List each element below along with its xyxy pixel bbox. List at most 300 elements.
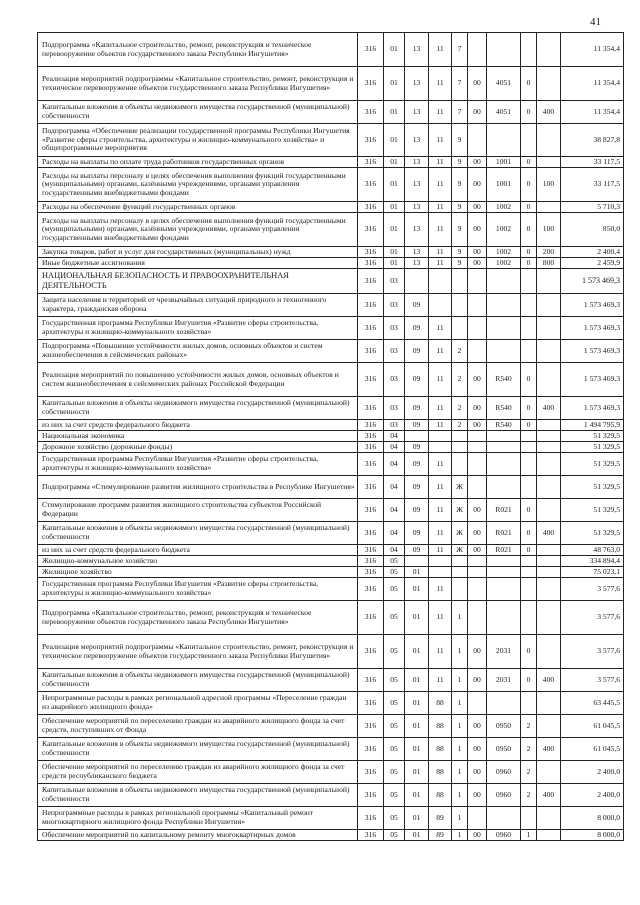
row-rz-cell: 01 — [384, 202, 405, 213]
table-row — [38, 168, 624, 202]
table-row — [38, 807, 624, 830]
row-f-cell — [521, 124, 537, 157]
row-pr-cell: 13 — [405, 202, 429, 213]
row-pr-cell: 13 — [405, 157, 429, 168]
row-f-cell: 0 — [521, 213, 537, 247]
row-name-cell: Государственная программа Республики Ингушетия «Развитие сферы строительства, архитектуры и жилищно-коммунального хозяйства» — [38, 578, 358, 601]
row-sum-cell: 1 573 469,3 — [561, 317, 624, 340]
row-pr-cell: 01 — [405, 601, 429, 635]
row-pr-cell: 09 — [405, 294, 429, 317]
row-om-cell — [468, 476, 487, 499]
row-f-cell: 0 — [521, 420, 537, 431]
row-name-cell: Подпрограмма «Капитальное строительство, ремонт, реконструкция и техническое перевооружение объектов государственного заказа Республики Ингушетия» — [38, 601, 358, 635]
row-pp-cell: 9 — [452, 258, 468, 269]
row-sum-cell: 334 894,4 — [561, 556, 624, 567]
row-rz-cell: 04 — [384, 453, 405, 476]
row-nr-cell: R540 — [487, 420, 521, 431]
row-nr-cell — [487, 692, 521, 715]
row-sum-cell: 2 400,4 — [561, 247, 624, 258]
table-row — [38, 715, 624, 738]
row-nr-cell — [487, 317, 521, 340]
row-pr-cell: 09 — [405, 317, 429, 340]
row-nr-cell — [487, 33, 521, 67]
row-om-cell — [468, 807, 487, 830]
row-gl-cell: 316 — [358, 340, 384, 363]
row-vr-cell — [537, 830, 561, 841]
row-name-cell: Реализация мероприятий подпрограммы «Капитальное строительство, ремонт, реконструкция и техническое перевооружение объектов государственного заказа Республики Ингушетия» — [38, 635, 358, 669]
row-nr-cell — [487, 556, 521, 567]
row-f-cell — [521, 33, 537, 67]
row-gp-cell: 11 — [429, 340, 452, 363]
row-pp-cell: 2 — [452, 340, 468, 363]
row-rz-cell: 01 — [384, 124, 405, 157]
row-f-cell — [521, 476, 537, 499]
row-gl-cell: 316 — [358, 601, 384, 635]
row-rz-cell: 05 — [384, 635, 405, 669]
row-gl-cell: 316 — [358, 317, 384, 340]
row-gp-cell: 11 — [429, 601, 452, 635]
table-row — [38, 124, 624, 157]
row-f-cell: 0 — [521, 67, 537, 101]
row-sum-cell: 11 354,4 — [561, 101, 624, 124]
row-rz-cell: 03 — [384, 420, 405, 431]
row-name-cell: Национальная экономика — [38, 431, 358, 442]
row-pp-cell: 2 — [452, 420, 468, 431]
row-vr-cell — [537, 157, 561, 168]
row-gp-cell: 11 — [429, 545, 452, 556]
row-gl-cell: 316 — [358, 247, 384, 258]
row-rz-cell: 05 — [384, 761, 405, 784]
row-pp-cell: 1 — [452, 807, 468, 830]
row-nr-cell — [487, 431, 521, 442]
page-number: 41 — [590, 16, 601, 28]
row-gp-cell: 88 — [429, 738, 452, 761]
row-f-cell — [521, 453, 537, 476]
row-rz-cell: 05 — [384, 669, 405, 692]
row-pp-cell — [452, 442, 468, 453]
row-rz-cell: 01 — [384, 101, 405, 124]
table-row — [38, 442, 624, 453]
row-pr-cell: 09 — [405, 397, 429, 420]
row-vr-cell — [537, 202, 561, 213]
row-name-cell: Закупка товаров, работ и услуг для государственных (муниципальных) нужд — [38, 247, 358, 258]
row-gl-cell: 316 — [358, 213, 384, 247]
row-sum-cell: 3 577,6 — [561, 601, 624, 635]
row-nr-cell: R540 — [487, 397, 521, 420]
row-vr-cell — [537, 556, 561, 567]
row-nr-cell: 1002 — [487, 213, 521, 247]
row-rz-cell: 01 — [384, 157, 405, 168]
row-rz-cell: 05 — [384, 738, 405, 761]
row-sum-cell: 1 573 469,3 — [561, 363, 624, 397]
row-sum-cell: 3 577,6 — [561, 578, 624, 601]
row-gp-cell: 88 — [429, 692, 452, 715]
row-pr-cell: 13 — [405, 124, 429, 157]
table-row — [38, 499, 624, 522]
row-pp-cell: Ж — [452, 499, 468, 522]
row-gl-cell: 316 — [358, 363, 384, 397]
row-pp-cell: 2 — [452, 397, 468, 420]
row-nr-cell — [487, 124, 521, 157]
row-rz-cell: 05 — [384, 692, 405, 715]
row-name-cell: Реализация мероприятий по повышению устойчивости жилых домов, основных объектов и систем жизнеобеспечения в сейсмических районах Российской Федерации — [38, 363, 358, 397]
table-row — [38, 101, 624, 124]
row-nr-cell — [487, 578, 521, 601]
row-pp-cell: 7 — [452, 101, 468, 124]
row-f-cell: 2 — [521, 715, 537, 738]
table-row — [38, 258, 624, 269]
row-gl-cell: 316 — [358, 761, 384, 784]
row-name-cell: Обеспечение мероприятий по переселению граждан из аварийного жилищного фонда за счет средств республиканского бюджета — [38, 761, 358, 784]
row-pr-cell: 13 — [405, 168, 429, 202]
row-vr-cell — [537, 545, 561, 556]
row-f-cell: 0 — [521, 499, 537, 522]
row-om-cell: 00 — [468, 545, 487, 556]
row-nr-cell: 0960 — [487, 830, 521, 841]
row-name-cell: Подпрограмма «Повышение устойчивости жилых домов, основных объектов и систем жизнеобеспечения в сейсмических районах» — [38, 340, 358, 363]
row-rz-cell: 03 — [384, 340, 405, 363]
row-gl-cell: 316 — [358, 202, 384, 213]
row-om-cell — [468, 578, 487, 601]
row-gl-cell: 316 — [358, 635, 384, 669]
row-rz-cell: 03 — [384, 317, 405, 340]
row-gp-cell: 11 — [429, 397, 452, 420]
row-f-cell — [521, 431, 537, 442]
row-pr-cell: 09 — [405, 340, 429, 363]
row-pp-cell: Ж — [452, 545, 468, 556]
row-name-cell: Капитальные вложения в объекты недвижимого имущества государственной (муниципальной) собственности — [38, 738, 358, 761]
row-gl-cell: 316 — [358, 692, 384, 715]
row-nr-cell — [487, 476, 521, 499]
row-vr-cell: 400 — [537, 669, 561, 692]
row-om-cell: 00 — [468, 397, 487, 420]
row-rz-cell: 05 — [384, 567, 405, 578]
table-row — [38, 669, 624, 692]
row-name-cell: Расходы на выплаты персоналу в целях обеспечения выполнения функций государственными (муниципальными) органами, казёнными учреждениями, органами управления государственными внебюджетными фондами — [38, 213, 358, 247]
row-gl-cell: 316 — [358, 397, 384, 420]
row-om-cell: 00 — [468, 213, 487, 247]
row-f-cell — [521, 442, 537, 453]
table-row — [38, 213, 624, 247]
row-gp-cell — [429, 431, 452, 442]
row-gp-cell: 11 — [429, 202, 452, 213]
row-rz-cell: 04 — [384, 431, 405, 442]
row-vr-cell — [537, 567, 561, 578]
row-nr-cell — [487, 340, 521, 363]
row-nr-cell: R540 — [487, 363, 521, 397]
row-sum-cell: 63 445,5 — [561, 692, 624, 715]
row-vr-cell — [537, 453, 561, 476]
row-f-cell: 0 — [521, 545, 537, 556]
row-name-cell: Реализация мероприятий подпрограммы «Капитальное строительство, ремонт, реконструкция и техническое перевооружение объектов государственного заказа Республики Ингушетия» — [38, 67, 358, 101]
table-row — [38, 601, 624, 635]
row-om-cell: 00 — [468, 738, 487, 761]
row-pp-cell: 9 — [452, 168, 468, 202]
table-row — [38, 578, 624, 601]
row-pr-cell: 09 — [405, 545, 429, 556]
row-vr-cell — [537, 124, 561, 157]
row-pp-cell: 9 — [452, 157, 468, 168]
row-gp-cell: 88 — [429, 715, 452, 738]
row-vr-cell — [537, 807, 561, 830]
table-row — [38, 317, 624, 340]
row-nr-cell: R021 — [487, 522, 521, 545]
row-gp-cell — [429, 556, 452, 567]
row-vr-cell — [537, 692, 561, 715]
row-gl-cell: 316 — [358, 67, 384, 101]
row-om-cell — [468, 294, 487, 317]
row-gl-cell: 316 — [358, 578, 384, 601]
row-pp-cell — [452, 317, 468, 340]
row-f-cell: 0 — [521, 522, 537, 545]
row-pp-cell: 1 — [452, 738, 468, 761]
row-pp-cell: 1 — [452, 715, 468, 738]
row-pp-cell: 2 — [452, 363, 468, 397]
row-vr-cell — [537, 761, 561, 784]
row-vr-cell — [537, 715, 561, 738]
row-name-cell: Капитальные вложения в объекты недвижимого имущества государственной (муниципальной) собственности — [38, 669, 358, 692]
row-pp-cell: 1 — [452, 830, 468, 841]
row-f-cell — [521, 578, 537, 601]
row-f-cell: 0 — [521, 101, 537, 124]
row-sum-cell: 51 329,5 — [561, 442, 624, 453]
row-rz-cell: 01 — [384, 258, 405, 269]
row-gl-cell: 316 — [358, 784, 384, 807]
row-pp-cell: 1 — [452, 761, 468, 784]
row-rz-cell: 01 — [384, 213, 405, 247]
row-pr-cell: 01 — [405, 830, 429, 841]
row-pp-cell: 9 — [452, 213, 468, 247]
row-pp-cell: Ж — [452, 476, 468, 499]
row-sum-cell: 38 827,8 — [561, 124, 624, 157]
row-name-cell: из них за счет средств федерального бюджета — [38, 420, 358, 431]
row-om-cell: 00 — [468, 157, 487, 168]
row-gp-cell: 11 — [429, 420, 452, 431]
row-gp-cell — [429, 269, 452, 294]
row-gp-cell: 11 — [429, 669, 452, 692]
row-om-cell: 00 — [468, 669, 487, 692]
row-name-cell: Подпрограмма «Обеспечение реализации государственной программы Республики Ингушетия «Развитие сферы строительства, архитектуры и жилищно-коммунального хозяйства» и общепрограммные мероприятия — [38, 124, 358, 157]
row-name-cell: Капитальные вложения в объекты недвижимого имущества государственной (муниципальной) собственности — [38, 397, 358, 420]
row-rz-cell: 03 — [384, 294, 405, 317]
row-rz-cell: 03 — [384, 397, 405, 420]
row-pp-cell: 1 — [452, 601, 468, 635]
row-gp-cell: 88 — [429, 761, 452, 784]
row-rz-cell: 01 — [384, 67, 405, 101]
row-pr-cell: 13 — [405, 33, 429, 67]
row-gl-cell: 316 — [358, 431, 384, 442]
row-pp-cell — [452, 453, 468, 476]
row-vr-cell — [537, 294, 561, 317]
row-nr-cell: 0950 — [487, 715, 521, 738]
row-vr-cell — [537, 340, 561, 363]
row-nr-cell — [487, 567, 521, 578]
row-sum-cell: 3 577,6 — [561, 635, 624, 669]
row-pr-cell: 13 — [405, 247, 429, 258]
row-pr-cell: 09 — [405, 420, 429, 431]
row-gp-cell: 11 — [429, 168, 452, 202]
row-pp-cell — [452, 567, 468, 578]
row-vr-cell — [537, 67, 561, 101]
row-vr-cell: 400 — [537, 738, 561, 761]
row-pr-cell: 09 — [405, 476, 429, 499]
row-om-cell: 00 — [468, 784, 487, 807]
row-name-cell: Непрограммные расходы в рамках региональной программы «Капитальный ремонт многоквартирного жилищного фонда Республики Ингушетия» — [38, 807, 358, 830]
row-om-cell — [468, 317, 487, 340]
row-vr-cell — [537, 431, 561, 442]
row-gp-cell — [429, 294, 452, 317]
row-vr-cell — [537, 578, 561, 601]
row-gl-cell: 316 — [358, 522, 384, 545]
row-gl-cell: 316 — [358, 294, 384, 317]
row-nr-cell: 0960 — [487, 761, 521, 784]
row-gp-cell: 11 — [429, 101, 452, 124]
row-om-cell — [468, 431, 487, 442]
row-gl-cell: 316 — [358, 715, 384, 738]
row-vr-cell — [537, 317, 561, 340]
row-gl-cell: 316 — [358, 499, 384, 522]
table-row — [38, 67, 624, 101]
row-nr-cell: R021 — [487, 545, 521, 556]
row-gp-cell: 11 — [429, 317, 452, 340]
row-pr-cell: 13 — [405, 258, 429, 269]
table-row — [38, 738, 624, 761]
row-f-cell: 0 — [521, 635, 537, 669]
row-nr-cell: 1002 — [487, 258, 521, 269]
row-gp-cell: 11 — [429, 213, 452, 247]
row-pp-cell: 9 — [452, 247, 468, 258]
row-om-cell: 00 — [468, 258, 487, 269]
row-om-cell — [468, 442, 487, 453]
row-om-cell: 00 — [468, 202, 487, 213]
row-vr-cell: 400 — [537, 397, 561, 420]
table-row — [38, 397, 624, 420]
row-gp-cell: 11 — [429, 157, 452, 168]
row-sum-cell: 33 117,5 — [561, 157, 624, 168]
row-sum-cell: 75 023,1 — [561, 567, 624, 578]
row-rz-cell: 01 — [384, 247, 405, 258]
row-pr-cell: 01 — [405, 692, 429, 715]
row-f-cell: 0 — [521, 363, 537, 397]
row-pp-cell: 9 — [452, 124, 468, 157]
table-row — [38, 431, 624, 442]
row-pr-cell: 13 — [405, 101, 429, 124]
row-f-cell: 0 — [521, 397, 537, 420]
row-sum-cell: 51 329,5 — [561, 453, 624, 476]
row-f-cell: 2 — [521, 738, 537, 761]
row-nr-cell: 4051 — [487, 67, 521, 101]
row-rz-cell: 05 — [384, 578, 405, 601]
row-om-cell: 00 — [468, 247, 487, 258]
row-f-cell — [521, 556, 537, 567]
row-f-cell — [521, 269, 537, 294]
row-om-cell: 00 — [468, 363, 487, 397]
row-gp-cell — [429, 442, 452, 453]
table-row — [38, 247, 624, 258]
row-name-cell: НАЦИОНАЛЬНАЯ БЕЗОПАСНОСТЬ И ПРАВООХРАНИТЕЛЬНАЯ ДЕЯТЕЛЬНОСТЬ — [38, 269, 358, 294]
row-sum-cell: 51 329,5 — [561, 522, 624, 545]
row-f-cell: 0 — [521, 157, 537, 168]
row-pp-cell: 9 — [452, 202, 468, 213]
row-name-cell: Жилищное хозяйство — [38, 567, 358, 578]
row-sum-cell: 1 573 469,3 — [561, 294, 624, 317]
row-gp-cell: 11 — [429, 578, 452, 601]
table-row — [38, 784, 624, 807]
row-gp-cell: 11 — [429, 67, 452, 101]
row-om-cell: 00 — [468, 761, 487, 784]
row-gl-cell: 316 — [358, 567, 384, 578]
row-nr-cell: 1001 — [487, 157, 521, 168]
row-sum-cell: 2 400,0 — [561, 784, 624, 807]
row-nr-cell: 1001 — [487, 168, 521, 202]
row-sum-cell: 48 763,0 — [561, 545, 624, 556]
row-gp-cell: 11 — [429, 124, 452, 157]
row-gl-cell: 316 — [358, 101, 384, 124]
row-nr-cell — [487, 601, 521, 635]
row-name-cell: Государственная программа Республики Ингушетия «Развитие сферы строительства, архитектуры и жилищно-коммунального хозяйства» — [38, 453, 358, 476]
row-f-cell: 0 — [521, 258, 537, 269]
row-sum-cell: 8 000,0 — [561, 807, 624, 830]
row-om-cell: 00 — [468, 522, 487, 545]
row-pr-cell — [405, 431, 429, 442]
row-om-cell — [468, 567, 487, 578]
row-sum-cell: 850,0 — [561, 213, 624, 247]
table-row — [38, 269, 624, 294]
row-sum-cell: 8 000,0 — [561, 830, 624, 841]
row-name-cell: Расходы на выплаты по оплате труда работников государственных органов — [38, 157, 358, 168]
row-sum-cell: 1 573 469,3 — [561, 340, 624, 363]
row-sum-cell: 33 117,5 — [561, 168, 624, 202]
table-row — [38, 294, 624, 317]
row-pr-cell — [405, 269, 429, 294]
row-nr-cell — [487, 269, 521, 294]
table-row — [38, 692, 624, 715]
row-nr-cell: 1002 — [487, 247, 521, 258]
row-gl-cell: 316 — [358, 453, 384, 476]
row-pp-cell — [452, 431, 468, 442]
row-pr-cell: 01 — [405, 669, 429, 692]
row-sum-cell: 2 459,9 — [561, 258, 624, 269]
row-gl-cell: 316 — [358, 124, 384, 157]
row-pr-cell: 09 — [405, 442, 429, 453]
row-name-cell: Жилищно-коммунальное хозяйство — [38, 556, 358, 567]
row-nr-cell — [487, 453, 521, 476]
row-vr-cell: 100 — [537, 213, 561, 247]
row-rz-cell: 05 — [384, 830, 405, 841]
row-rz-cell: 04 — [384, 522, 405, 545]
row-name-cell: Капитальные вложения в объекты недвижимого имущества государственной (муниципальной) собственности — [38, 784, 358, 807]
row-rz-cell: 05 — [384, 784, 405, 807]
row-pr-cell: 01 — [405, 761, 429, 784]
row-sum-cell: 1 573 469,3 — [561, 397, 624, 420]
row-sum-cell: 11 354,4 — [561, 67, 624, 101]
row-vr-cell: 200 — [537, 247, 561, 258]
row-vr-cell — [537, 476, 561, 499]
row-pr-cell — [405, 556, 429, 567]
table-row — [38, 202, 624, 213]
row-gl-cell: 316 — [358, 157, 384, 168]
table-row — [38, 33, 624, 67]
row-gl-cell: 316 — [358, 168, 384, 202]
row-f-cell — [521, 807, 537, 830]
row-name-cell: Обеспечение мероприятий по капитальному ремонту многоквартирных домов — [38, 830, 358, 841]
row-rz-cell: 05 — [384, 601, 405, 635]
row-pp-cell: Ж — [452, 522, 468, 545]
row-vr-cell — [537, 420, 561, 431]
row-pp-cell: 1 — [452, 669, 468, 692]
row-name-cell: Стимулирование программ развития жилищного строительства субъектов Российской Федерации — [38, 499, 358, 522]
row-f-cell — [521, 340, 537, 363]
